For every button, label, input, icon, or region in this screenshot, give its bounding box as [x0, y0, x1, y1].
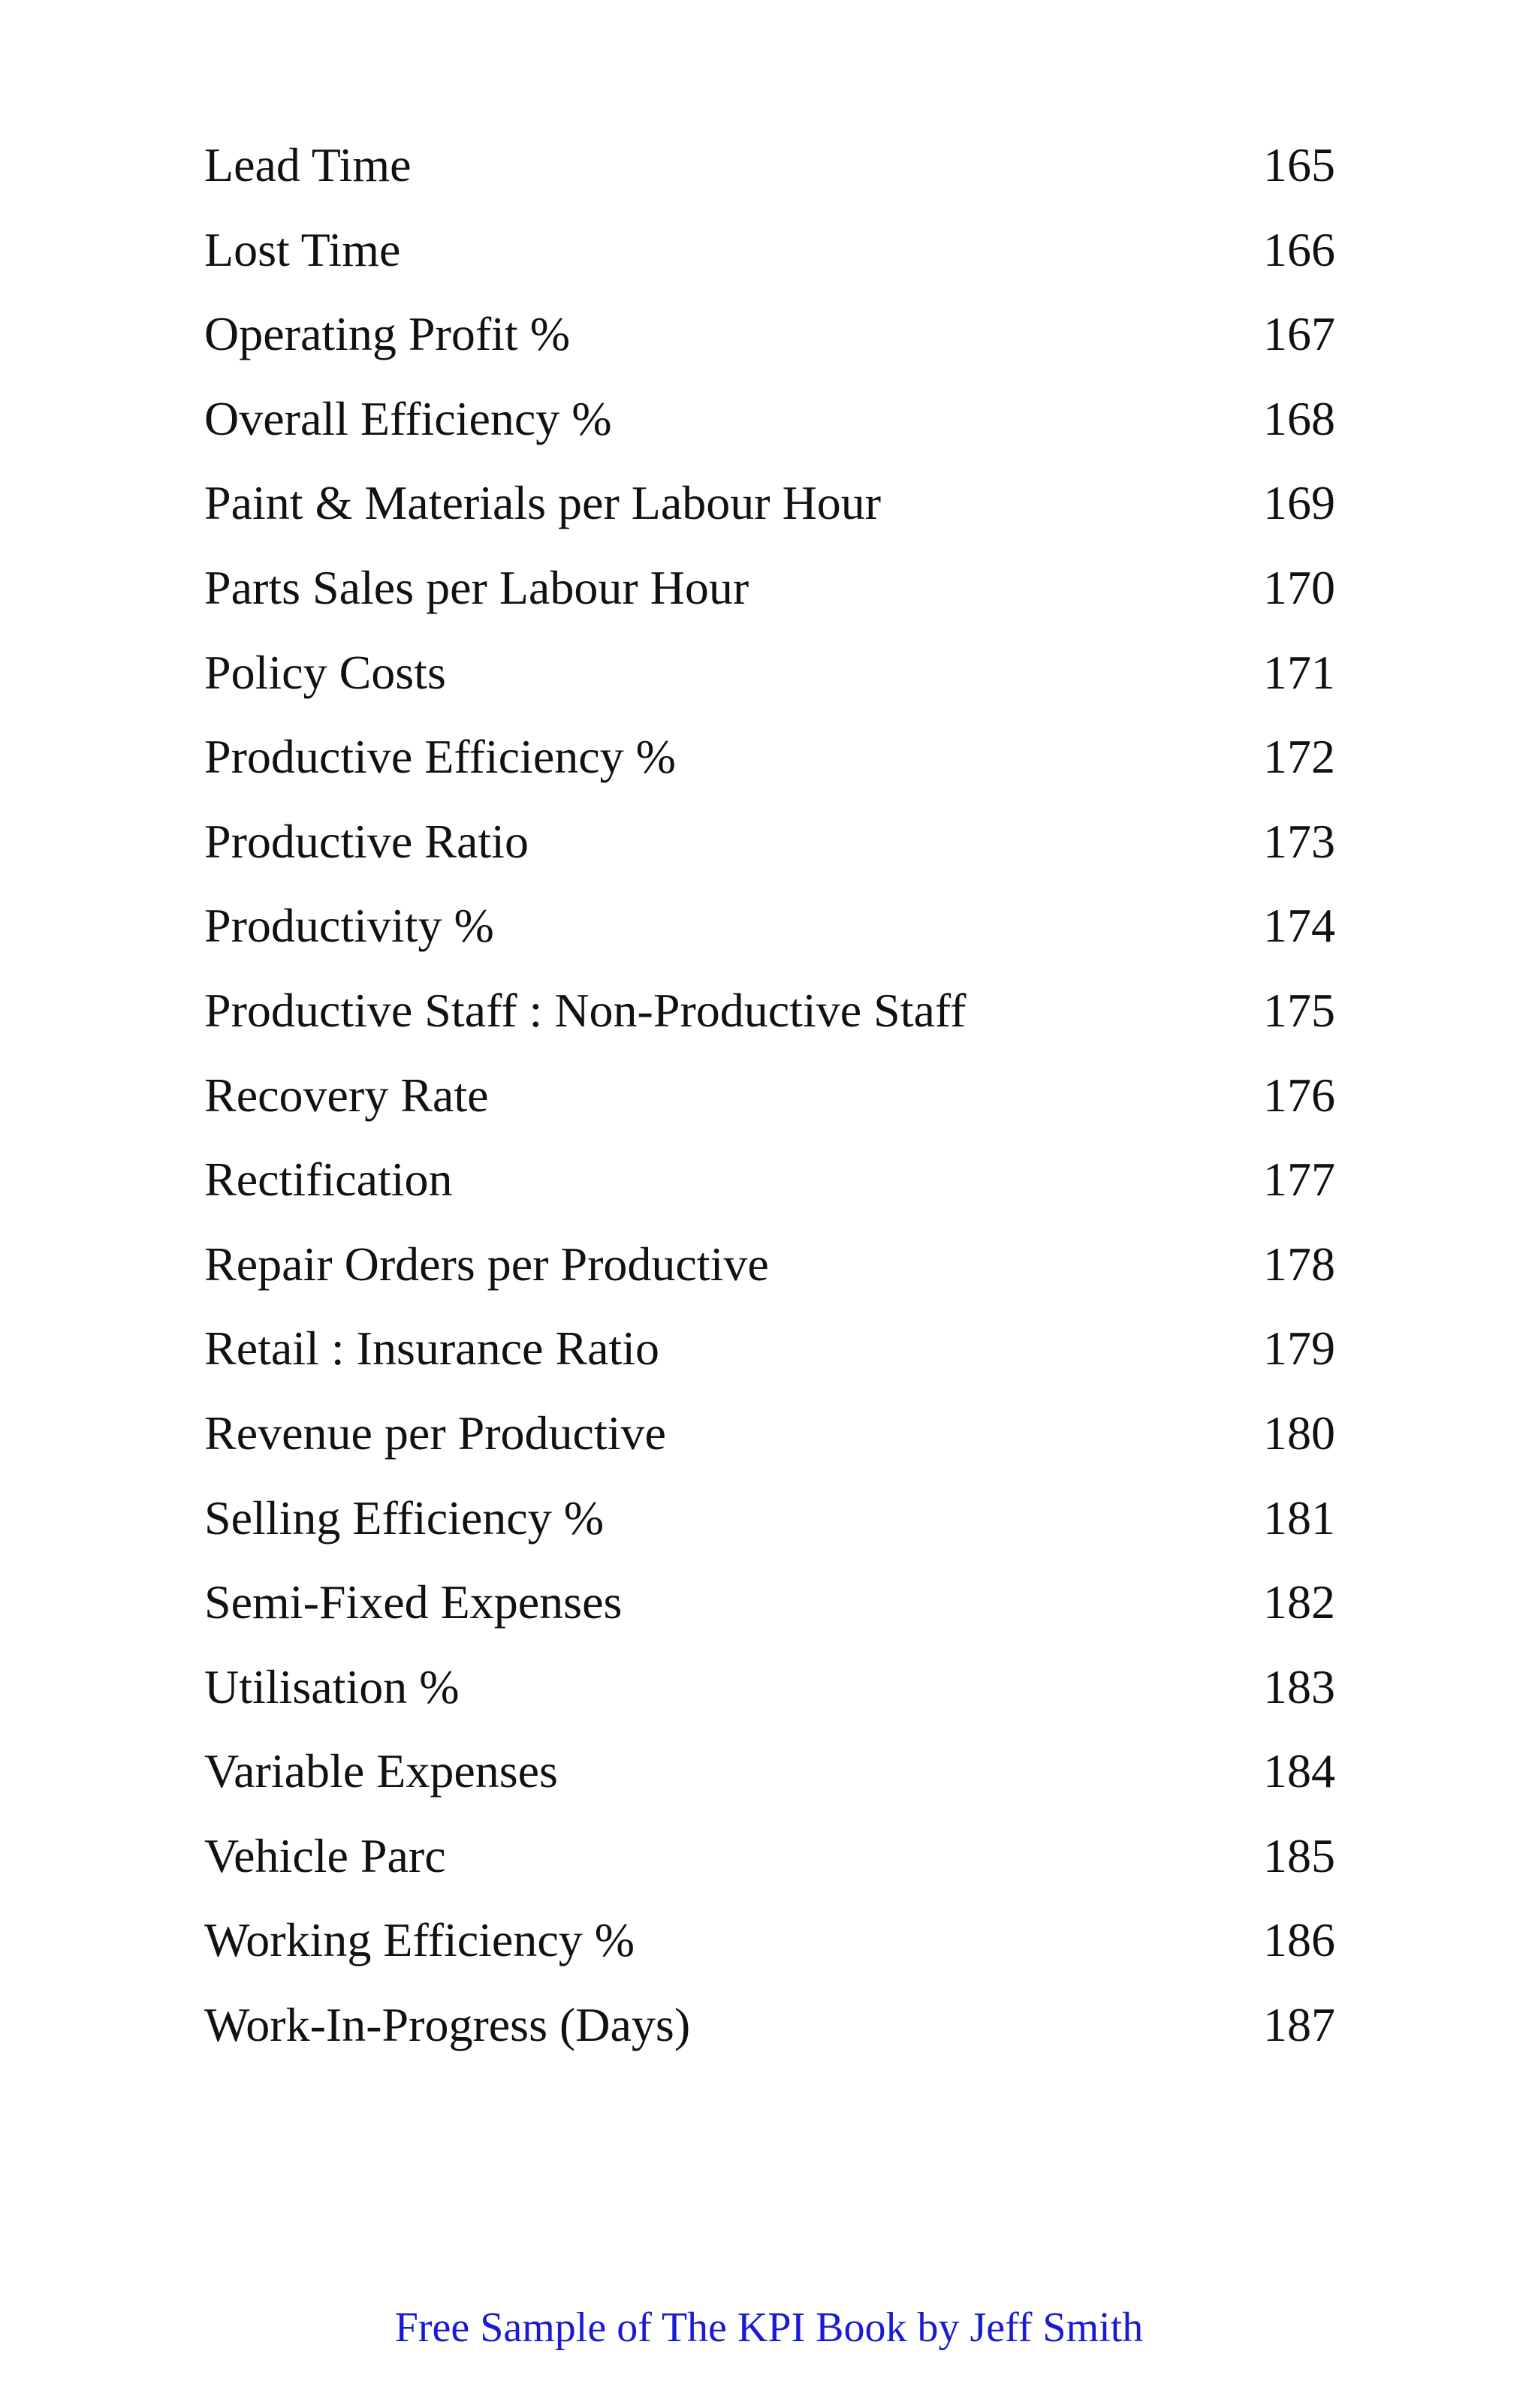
toc-entry-page-number: 178	[1263, 1237, 1335, 1291]
toc-entry-title: Selling Efficiency %	[204, 1490, 604, 1545]
toc-entry	[204, 1233, 1335, 1318]
toc-entry-title: Variable Expenses	[204, 1744, 558, 1798]
toc-entry-title: Policy Costs	[204, 645, 446, 699]
toc-entry-page-number: 170	[1263, 560, 1335, 614]
toc-entry	[204, 218, 1335, 303]
toc-entry	[204, 894, 1335, 979]
toc-entry	[204, 472, 1335, 556]
table-of-contents	[204, 134, 1335, 2078]
toc-entry-page-number: 179	[1263, 1322, 1335, 1376]
toc-entry-page-number: 183	[1263, 1659, 1335, 1713]
toc-entry-title: Vehicle Parc	[204, 1828, 446, 1882]
toc-entry	[204, 979, 1335, 1064]
toc-entry	[204, 1571, 1335, 1656]
toc-entry-page-number: 165	[1263, 138, 1335, 191]
toc-entry	[204, 1656, 1335, 1740]
toc-entry	[204, 303, 1335, 387]
toc-entry	[204, 1148, 1335, 1233]
toc-entry-page-number: 168	[1263, 391, 1335, 445]
toc-entry	[204, 641, 1335, 726]
toc-entry-title: Lead Time	[204, 138, 412, 191]
toc-entry-title: Parts Sales per Labour Hour	[204, 560, 749, 614]
toc-entry-title: Utilisation %	[204, 1659, 460, 1713]
toc-entry-page-number: 185	[1263, 1828, 1335, 1882]
toc-entry-title: Overall Efficiency %	[204, 391, 612, 445]
toc-entry-page-number: 175	[1263, 983, 1335, 1037]
toc-entry-title: Productive Efficiency %	[204, 730, 676, 784]
toc-entry-title: Working Efficiency %	[204, 1913, 635, 1967]
toc-entry-title: Recovery Rate	[204, 1068, 489, 1122]
toc-entry-page-number: 169	[1263, 476, 1335, 530]
toc-entry-page-number: 181	[1263, 1490, 1335, 1545]
toc-entry-title: Operating Profit %	[204, 307, 570, 361]
toc-entry-page-number: 182	[1263, 1575, 1335, 1629]
toc-entry	[204, 1909, 1335, 1994]
toc-entry	[204, 1994, 1335, 2078]
toc-entry	[204, 134, 1335, 218]
toc-entry-page-number: 172	[1263, 730, 1335, 784]
toc-entry-page-number: 186	[1263, 1913, 1335, 1967]
toc-entry-page-number: 180	[1263, 1406, 1335, 1460]
toc-entry-page-number: 173	[1263, 814, 1335, 868]
toc-entry-title: Semi-Fixed Expenses	[204, 1575, 623, 1629]
toc-entry	[204, 1740, 1335, 1825]
toc-entry-title: Revenue per Productive	[204, 1406, 666, 1460]
toc-entry-page-number: 174	[1263, 899, 1335, 953]
toc-entry	[204, 810, 1335, 895]
toc-entry-page-number: 171	[1263, 645, 1335, 699]
toc-entry	[204, 1064, 1335, 1149]
toc-entry-title: Lost Time	[204, 222, 401, 276]
toc-entry	[204, 1317, 1335, 1402]
toc-entry	[204, 556, 1335, 641]
toc-entry-title: Repair Orders per Productive	[204, 1237, 769, 1291]
toc-entry-title: Productivity %	[204, 899, 494, 953]
toc-entry-title: Productive Ratio	[204, 814, 529, 868]
toc-entry-page-number: 184	[1263, 1744, 1335, 1798]
toc-entry-page-number: 166	[1263, 222, 1335, 276]
toc-entry-title: Rectification	[204, 1153, 453, 1207]
toc-entry	[204, 1825, 1335, 1909]
toc-entry-title: Paint & Materials per Labour Hour	[204, 476, 882, 530]
toc-entry-page-number: 167	[1263, 307, 1335, 361]
toc-entry	[204, 1487, 1335, 1572]
toc-entry-page-number: 176	[1263, 1068, 1335, 1122]
toc-entry-page-number: 177	[1263, 1153, 1335, 1207]
toc-entry-page-number: 187	[1263, 1998, 1335, 2052]
toc-entry	[204, 1402, 1335, 1487]
toc-entry-title: Work-In-Progress (Days)	[204, 1998, 691, 2052]
toc-entry-title: Retail : Insurance Ratio	[204, 1322, 660, 1376]
toc-entry	[204, 725, 1335, 810]
toc-entry	[204, 387, 1335, 472]
footer-note: Free Sample of The KPI Book by Jeff Smith	[394, 2304, 1144, 2351]
toc-entry-title: Productive Staff : Non-Productive Staff	[204, 983, 967, 1037]
